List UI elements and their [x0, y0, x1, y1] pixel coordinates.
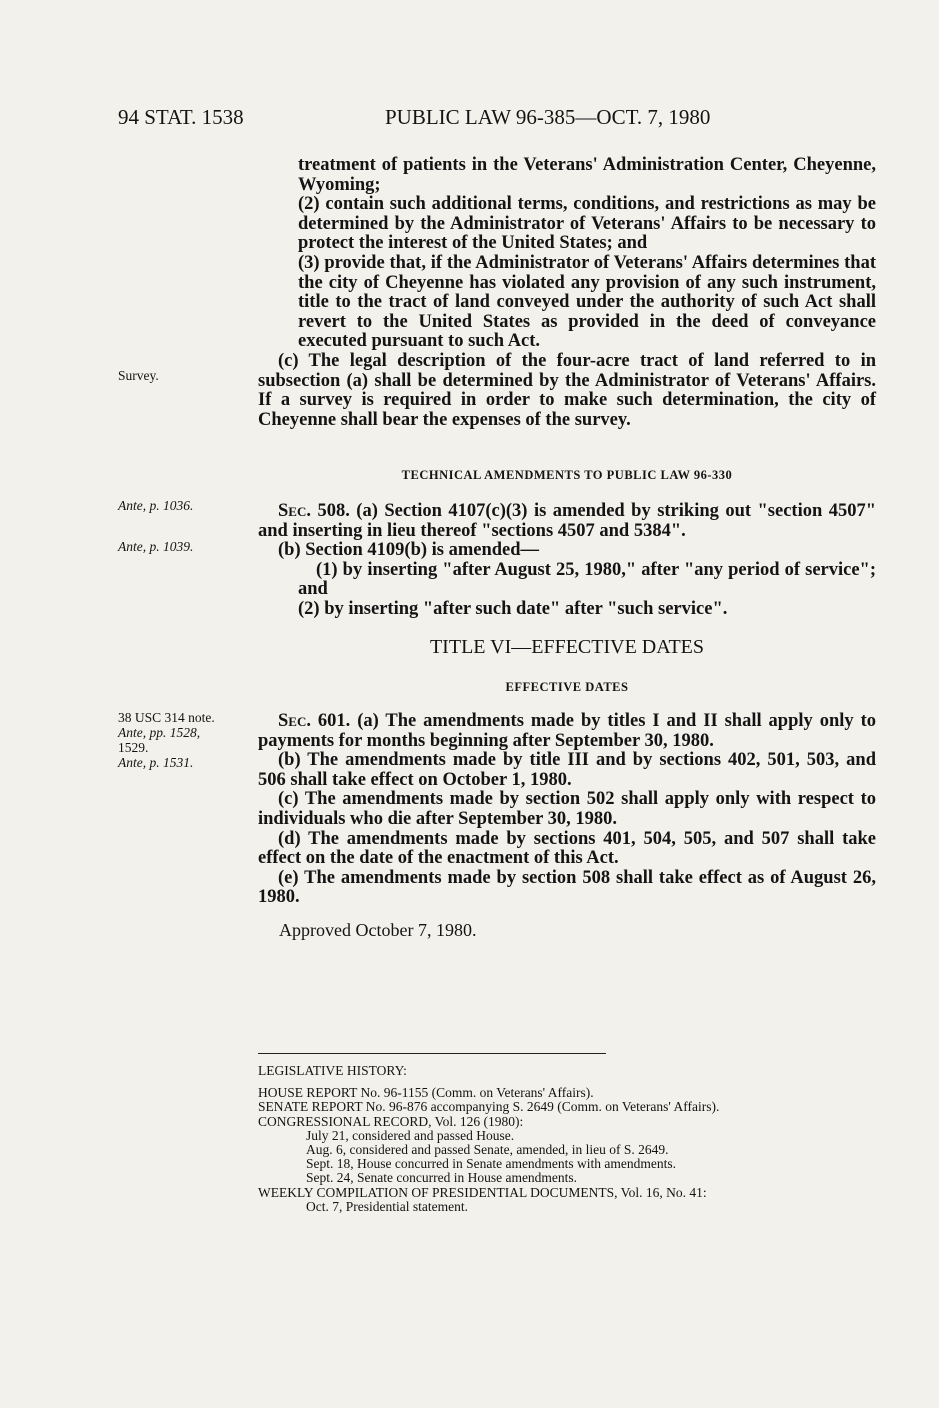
presidential-statement: Oct. 7, Presidential statement. [306, 1198, 468, 1214]
section-508-b: (b) Section 4109(b) is amended— [278, 540, 540, 561]
section-508 [258, 502, 876, 620]
record-aug-6: Aug. 6, considered and passed Senate, amended, in lieu of S. 2649. [306, 1142, 669, 1158]
statute-page-number: 94 STAT. 1538 [118, 105, 244, 129]
record-sept-18: Sept. 18, House concurred in Senate amendments with amendments. [306, 1156, 677, 1172]
technical-amendments-heading: TECHNICAL AMENDMENTS TO PUBLIC LAW 96-330 [401, 468, 733, 482]
paragraph-treatment: treatment of patients in the Veterans' Administration Center, Cheyenne, Wyoming; [298, 155, 876, 195]
legislative-history-heading: LEGISLATIVE HISTORY: [258, 1063, 407, 1078]
approval-date: Approved October 7, 1980. [279, 920, 477, 940]
effective-dates-heading: EFFECTIVE DATES [505, 680, 629, 694]
weekly-compilation: WEEKLY COMPILATION OF PRESIDENTIAL DOCUMENTS, Vol. 16, No. 41: [258, 1184, 707, 1200]
paragraph-c: (c) The legal description of the four-acre tract of land referred to in subsection (a) shall be determined by the Administrator of Veterans' Affairs. If a survey is required in order to make such determination, the city of Cheyenne shall bear the expenses of the survey. [258, 350, 876, 430]
main-text [258, 156, 876, 430]
section-508-b2: (2) by inserting "after such date" after "such service". [298, 598, 728, 619]
section-601-b: (b) The amendments made by title III and by sections 402, 501, 503, and 506 shall take effect on October 1, 1980. [258, 750, 876, 790]
record-july-21: July 21, considered and passed House. [306, 1127, 515, 1143]
house-report: HOUSE REPORT No. 96-1155 (Comm. on Veterans' Affairs). [258, 1085, 594, 1101]
section-601 [258, 712, 876, 908]
record-sept-24: Sept. 24, Senate concurred in House amendments. [306, 1170, 578, 1186]
section-601-d: (d) The amendments made by sections 401, 504, 505, and 507 shall take effect on the date of the enactment of this Act. [258, 828, 876, 869]
title-vi-heading: TITLE VI—EFFECTIVE DATES [429, 636, 705, 658]
effective-dates-heading-block [258, 680, 876, 695]
section-508-b1: (1) by inserting "after August 25, 1980," after "any period of service"; and [298, 559, 876, 600]
senate-report: SENATE REPORT No. 96-876 accompanying S. 2649 (Comm. on Veterans' Affairs). [258, 1099, 720, 1115]
margin-note-ante-1036: Ante, p. 1036. [118, 498, 194, 513]
divider-rule [258, 1053, 606, 1054]
page-header [118, 105, 878, 139]
paragraph-3: (3) provide that, if the Administrator of Veterans' Affairs determines that the city of Cheyenne has violated any provision of any such instrument, title to the tract of land conveyed under the authority of such Act shall revert to the United States as provided in the deed of conveyance executed pursuant to such Act. [298, 252, 876, 352]
section-601-e: (e) The amendments made by section 508 shall take effect as of August 26, 1980. [258, 867, 876, 908]
margin-note-survey: Survey. [118, 368, 159, 383]
title-vi-block [258, 636, 876, 659]
margin-note-ante-1039: Ante, p. 1039. [118, 539, 194, 554]
section-601-a: Sec. 601. (a) The amendments made by titles I and II shall apply only to payments for months beginning after September 30, 1980. [258, 711, 876, 751]
margin-note-usc: 38 USC 314 note. Ante, pp. 1528, 1529. Ante, p. 1531. [118, 710, 215, 770]
legislative-history [258, 1064, 878, 1214]
congressional-record: CONGRESSIONAL RECORD, Vol. 126 (1980): [258, 1113, 524, 1129]
technical-amendments-heading-block [258, 468, 876, 483]
section-601-c: (c) The amendments made by section 502 shall apply only with respect to individuals who die after September 30, 1980. [258, 789, 876, 829]
paragraph-2: (2) contain such additional terms, conditions, and restrictions as may be determined by the Administrator of Veterans' Affairs to be necessary to protect the interest of the United States; and [298, 194, 876, 254]
public-law-title: PUBLIC LAW 96-385—OCT. 7, 1980 [385, 105, 711, 129]
section-508-a: Sec. 508. (a) Section 4107(c)(3) is amended by striking out "section 4507" and inserting in lieu thereof "sections 4507 and 5384". [258, 501, 876, 541]
